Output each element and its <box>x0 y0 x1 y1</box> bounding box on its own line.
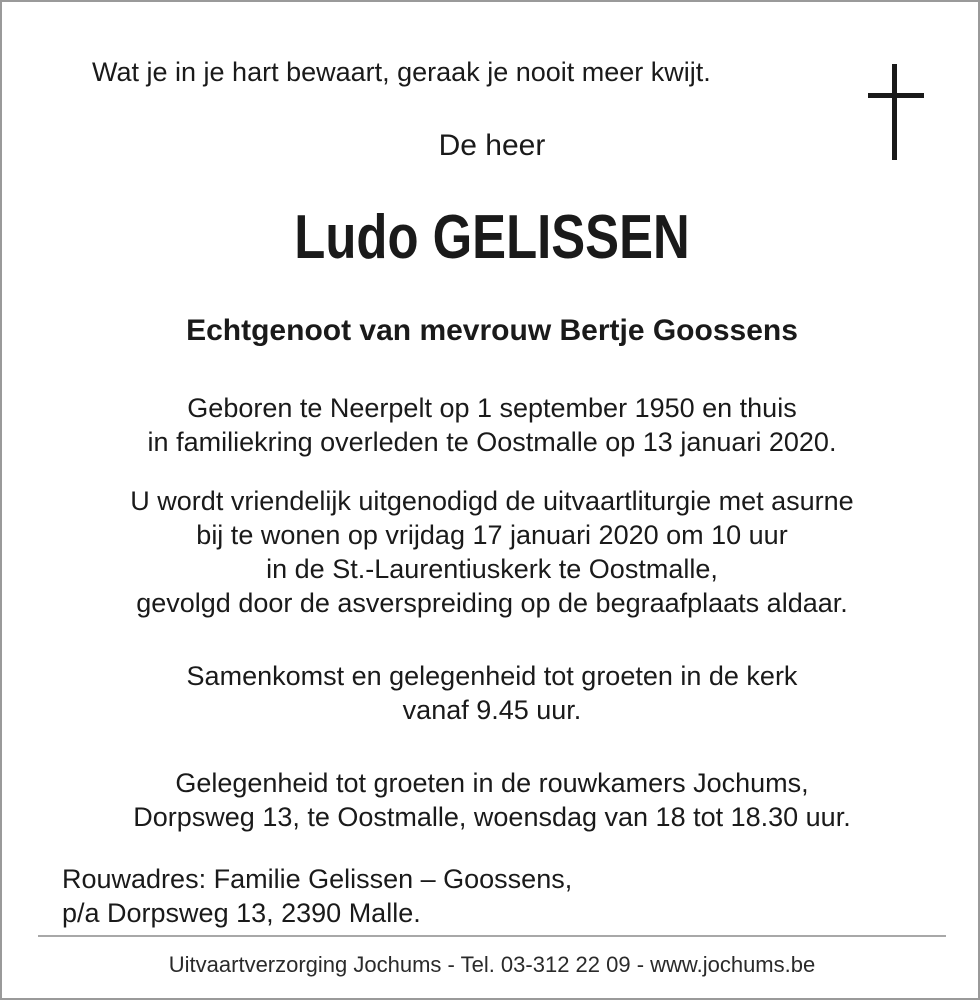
gathering-line: Samenkomst en gelegenheid tot groeten in de kerk <box>186 661 798 691</box>
funeral-director-footer: Uitvaartverzorging Jochums - Tel. 03-312 22 09 - www.jochums.be <box>168 952 816 977</box>
service-line: in de St.-Laurentiuskerk te Oostmalle, <box>266 554 718 584</box>
service-line: bij te wonen op vrijdag 17 januari 2020 om 10 uur <box>196 520 788 550</box>
birth-death-line: in familiekring overleden te Oostmalle op 13 januari 2020. <box>147 427 837 457</box>
mourning-address <box>62 862 572 930</box>
spouse-line: Echtgenoot van mevrouw Bertje Goossens <box>186 314 798 347</box>
viewing-line: Gelegenheid tot groeten in de rouwkamers Jochums, <box>175 768 809 798</box>
birth-death-paragraph <box>2 391 980 459</box>
gathering-paragraph <box>2 659 980 727</box>
viewing-line: Dorpsweg 13, te Oostmalle, woensdag van 18 tot 18.30 uur. <box>133 802 851 832</box>
service-paragraph <box>2 484 980 620</box>
cross-horizontal-bar <box>868 93 924 98</box>
salutation: De heer <box>438 129 546 162</box>
motto: Wat je in je hart bewaart, geraak je nooit meer kwijt. <box>92 57 711 87</box>
address-line: Rouwadres: Familie Gelissen – Goossens, <box>62 864 573 894</box>
address-line: p/a Dorpsweg 13, 2390 Malle. <box>62 898 421 928</box>
footer-divider <box>38 935 946 937</box>
birth-death-line: Geboren te Neerpelt op 1 september 1950 en thuis <box>187 393 797 423</box>
service-line: U wordt vriendelijk uitgenodigd de uitvaartliturgie met asurne <box>130 486 854 516</box>
service-line: gevolgd door de asverspreiding op de begraafplaats aldaar. <box>136 588 848 618</box>
deceased-name: Ludo GELISSEN <box>294 203 690 272</box>
gathering-line: vanaf 9.45 uur. <box>402 695 582 725</box>
viewing-paragraph <box>2 766 980 834</box>
